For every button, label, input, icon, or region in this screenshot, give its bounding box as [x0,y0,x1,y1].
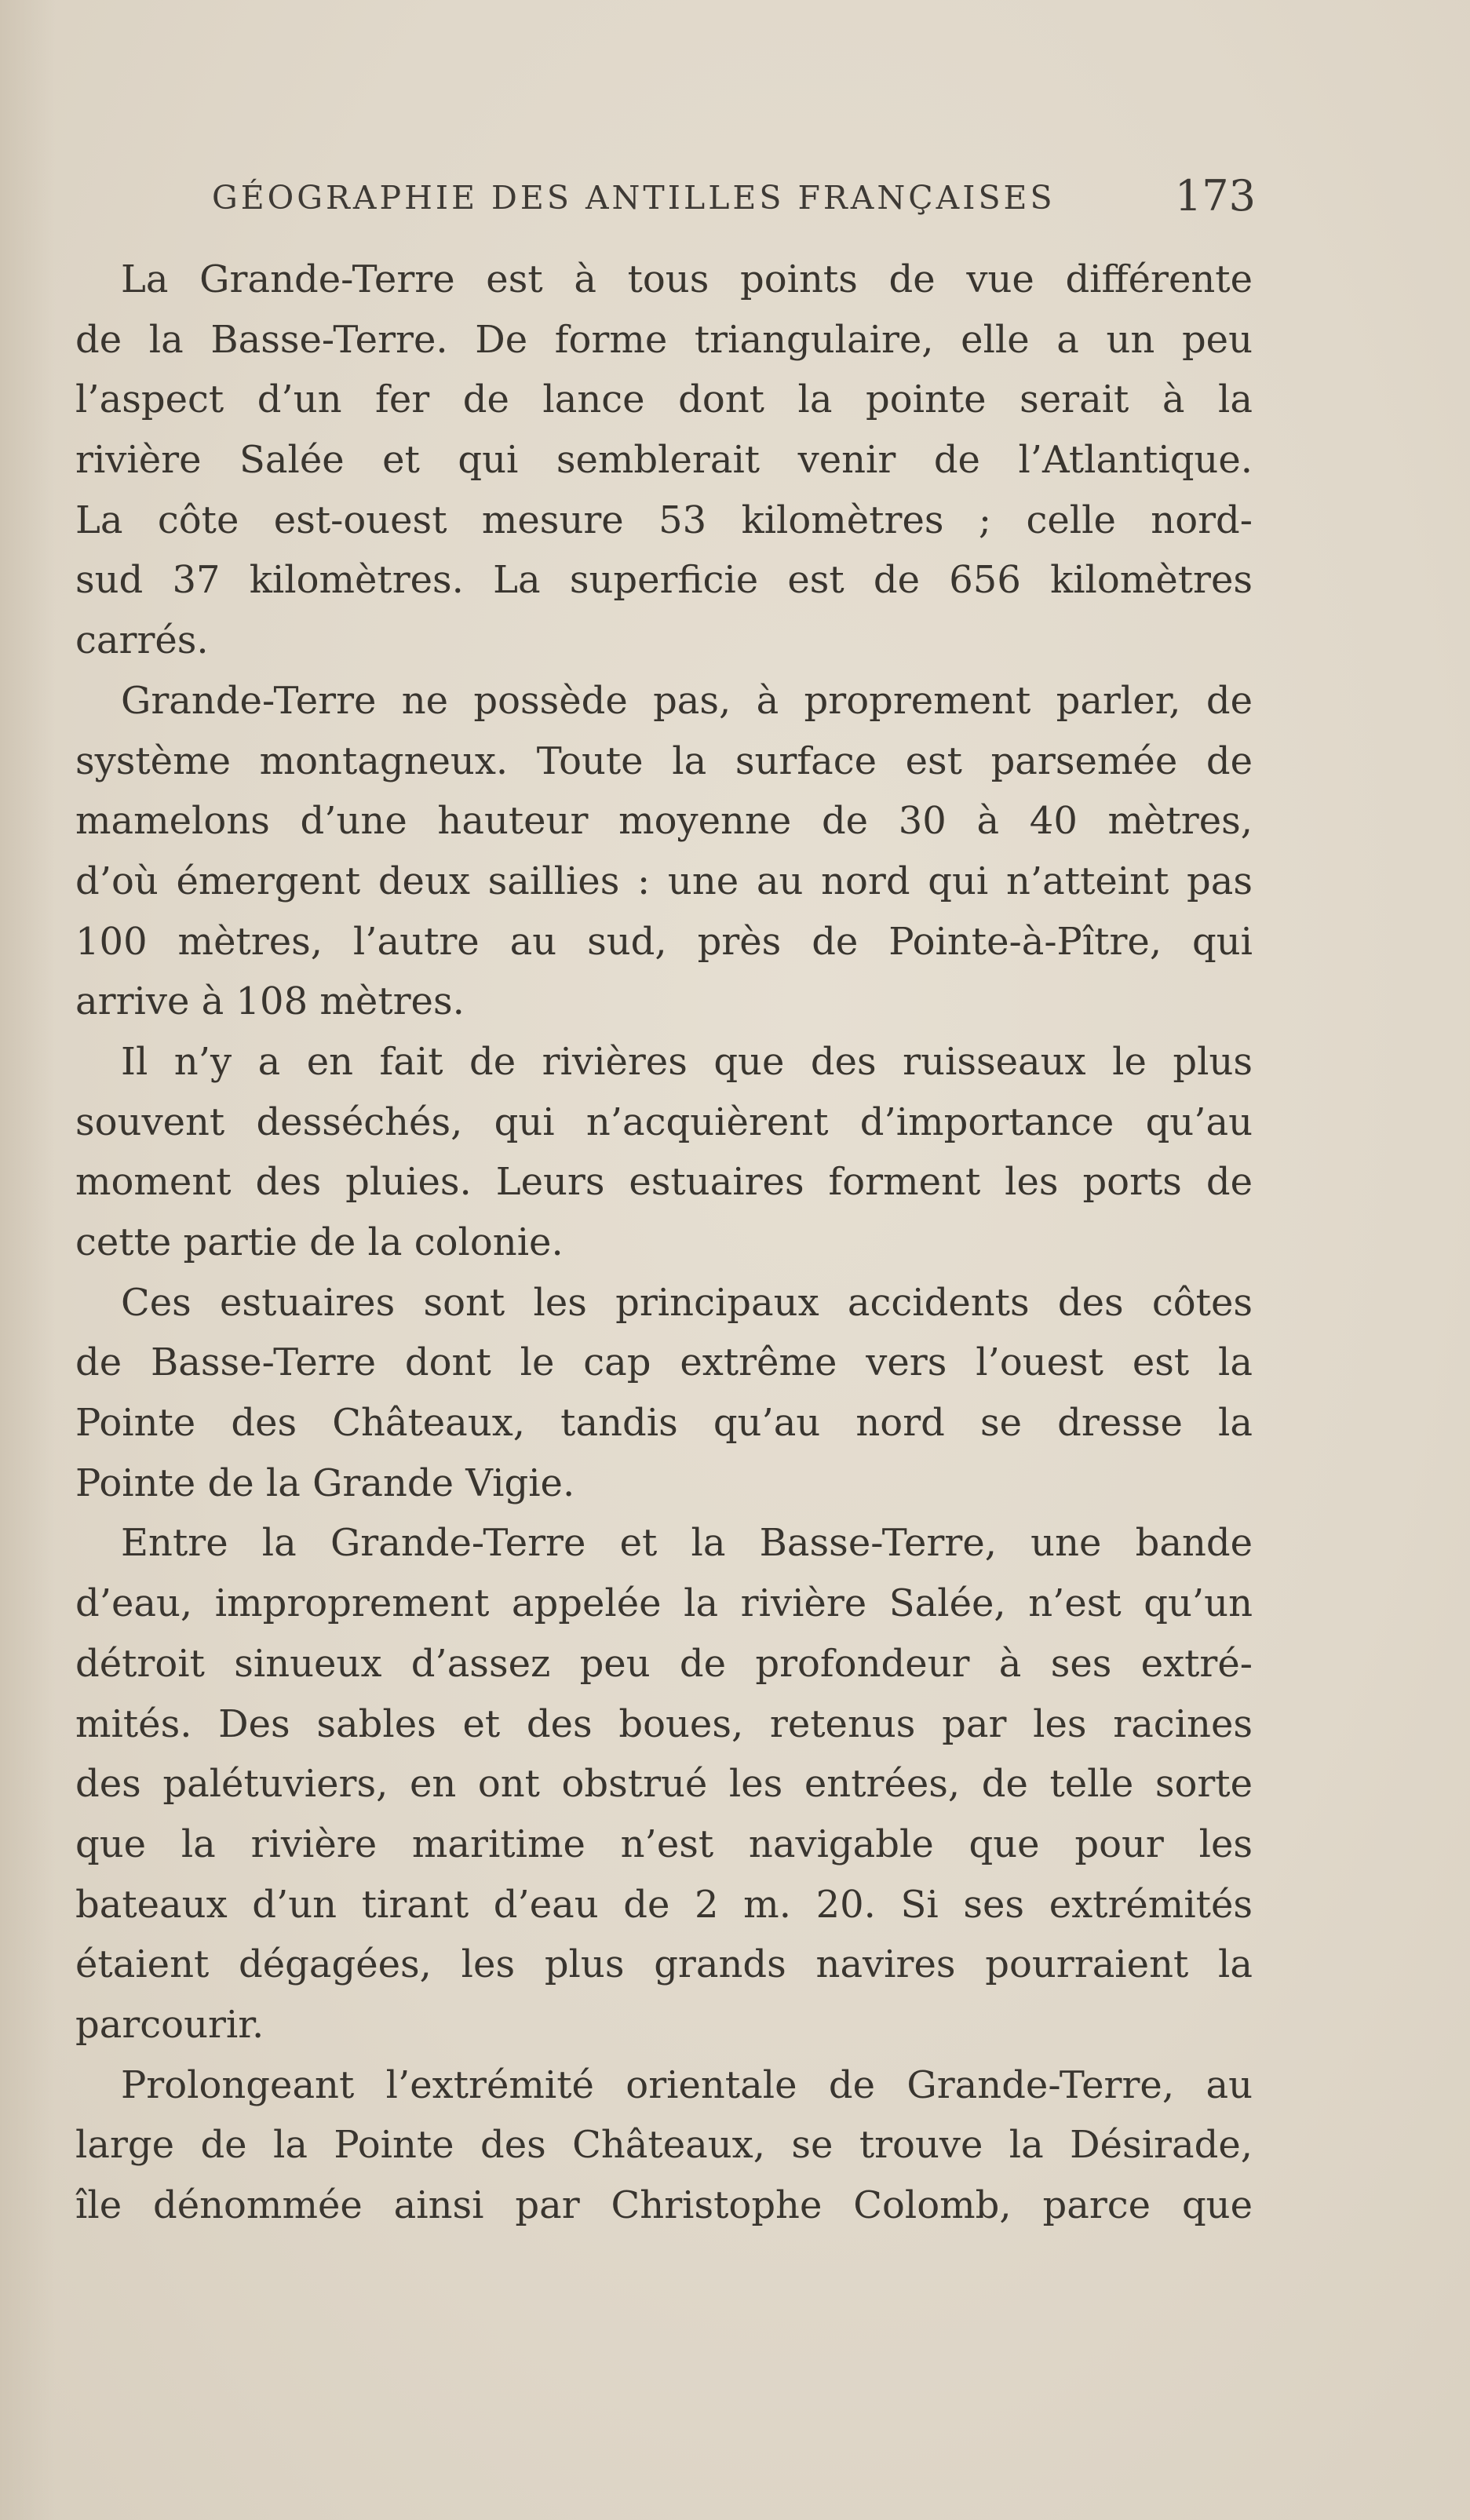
text-line: Grande-Terre ne possède pas, à proprement parler, de [121,678,1253,723]
text-line: de Basse-Terre dont le cap extrême vers l’ouest est la [75,1340,1253,1385]
text-line: Il n’y a en fait de rivières que des ruisseaux le plus [121,1039,1253,1084]
text-line: carrés. [75,618,209,663]
text-line: cette partie de la colonie. [75,1220,564,1264]
running-head [212,171,1256,226]
text-line: sud 37 kilomètres. La superficie est de 656 kilomètres [75,558,1253,603]
text-line: que la rivière maritime n’est navigable que pour les [75,1822,1253,1866]
text-line: Pointe de la Grande Vigie. [75,1461,575,1505]
text-line: de la Basse-Terre. De forme triangulaire, elle a un peu [75,317,1253,362]
page-number: 173 [1174,171,1256,221]
text-line: détroit sinueux d’assez peu de profondeur à ses extré- [75,1641,1253,1686]
text-line: La Grande-Terre est à tous points de vue différente [121,257,1253,301]
text-line: d’eau, improprement appelée la rivière Salée, n’est qu’un [75,1581,1253,1626]
text-line: parcourir. [75,2002,264,2047]
gutter-shadow [0,0,55,2520]
text-line: arrive à 108 mètres. [75,979,465,1024]
text-line: des palétuviers, en ont obstrué les entrées, de telle sorte [75,1762,1253,1807]
text-line: système montagneux. Toute la surface est parsemée de [75,738,1253,783]
text-line: 100 mètres, l’autre au sud, près de Pointe-à-Pître, qui [75,919,1253,964]
text-line: souvent desséchés, qui n’acquièrent d’importance qu’au [75,1100,1253,1144]
text-line: étaient dégagées, les plus grands navires pourraient la [75,1942,1253,1987]
text-line: moment des pluies. Leurs estuaires forment les ports de [75,1160,1253,1205]
text-line: large de la Pointe des Châteaux, se trouve la Désirade, [75,2123,1253,2168]
body-text [75,250,1253,2236]
running-head-title: GÉOGRAPHIE DES ANTILLES FRANÇAISES [212,179,1056,217]
text-line: île dénommée ainsi par Christophe Colomb, parce que [75,2183,1253,2227]
text-line: bateaux d’un tirant d’eau de 2 m. 20. Si ses extrémités [75,1882,1253,1927]
text-line: mamelons d’une hauteur moyenne de 30 à 40 mètres, [75,799,1253,844]
text-line: d’où émergent deux saillies : une au nord qui n’atteint pas [75,859,1253,903]
text-line: Entre la Grande-Terre et la Basse-Terre, une bande [121,1521,1253,1566]
text-line: Pointe des Châteaux, tandis qu’au nord se dresse la [75,1401,1253,1446]
text-line: Ces estuaires sont les principaux accidents des côtes [121,1280,1253,1325]
text-line: Prolongeant l’extrémité orientale de Grande-Terre, au [121,2062,1253,2107]
text-line: l’aspect d’un fer de lance dont la pointe serait à la [75,377,1253,422]
text-line: La côte est-ouest mesure 53 kilomètres ; celle nord- [75,498,1253,542]
text-line: mités. Des sables et des boues, retenus par les racines [75,1701,1253,1746]
text-line: rivière Salée et qui semblerait venir de l’Atlantique. [75,438,1253,483]
